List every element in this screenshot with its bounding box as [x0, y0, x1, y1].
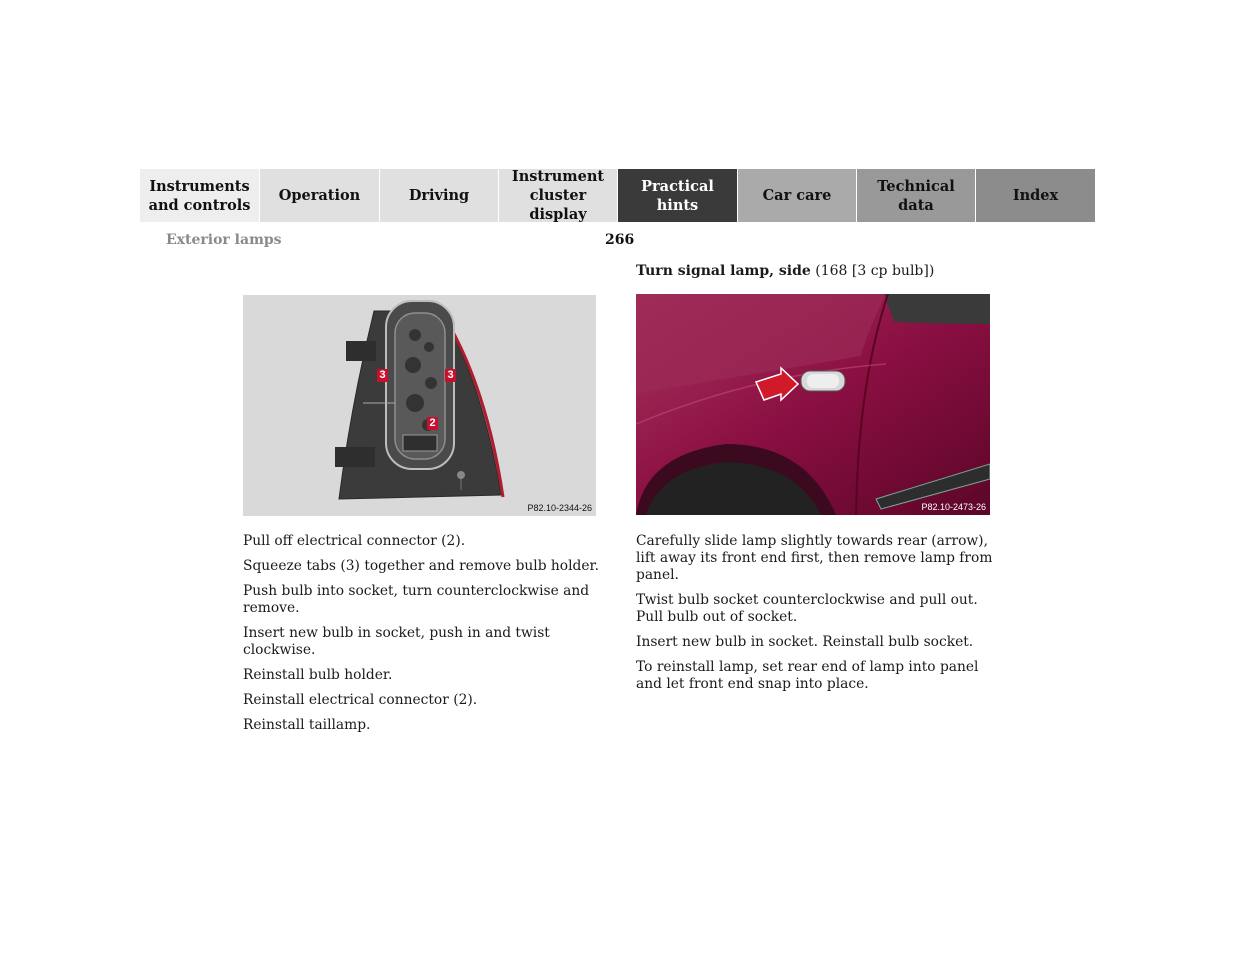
taillamp-drawing	[243, 295, 596, 516]
heading-detail: (168 [3 cp bulb])	[810, 263, 935, 279]
figure-code: P82.10-2473-26	[921, 502, 986, 512]
tab-operation[interactable]: Operation	[260, 169, 380, 222]
side-turn-signal-illustration	[636, 294, 990, 515]
heading-bold: Turn signal lamp, side	[636, 263, 811, 279]
taillamp-illustration	[243, 295, 596, 516]
tab-practical-hints[interactable]: Practical hints	[618, 169, 738, 222]
callout-connector: 2	[427, 417, 438, 430]
tab-car-care[interactable]: Car care	[738, 169, 857, 222]
step-7: Reinstall taillamp.	[243, 717, 371, 733]
figure-code: P82.10-2344-26	[527, 503, 592, 513]
turn-signal-heading	[636, 263, 934, 279]
step-2: Twist bulb socket counterclockwise and pull out. Pull bulb out of socket.	[636, 592, 978, 625]
tab-driving[interactable]: Driving	[380, 169, 499, 222]
callout-tab-left: 3	[377, 369, 388, 382]
turn-signal-steps	[636, 533, 996, 701]
tab-index[interactable]: Index	[976, 169, 1095, 222]
step-1: Pull off electrical connector (2).	[243, 533, 466, 549]
tab-instrument-cluster-display[interactable]: Instrument cluster display	[499, 169, 618, 222]
tab-instruments-and-controls[interactable]: Instruments and controls	[140, 169, 260, 222]
step-6: Reinstall electrical connector (2).	[243, 692, 478, 708]
step-5: Reinstall bulb holder.	[243, 667, 393, 683]
step-3: Insert new bulb in socket. Reinstall bulb socket.	[636, 634, 974, 650]
callout-tab-right: 3	[445, 369, 456, 382]
taillamp-steps	[243, 533, 603, 742]
step-4: To reinstall lamp, set rear end of lamp into panel and let front end snap into place.	[636, 659, 979, 692]
step-1: Carefully slide lamp slightly towards rear (arrow), lift away its front end first, then remove lamp from panel.	[636, 533, 993, 583]
step-3: Push bulb into socket, turn counterclockwise and remove.	[243, 583, 590, 616]
step-4: Insert new bulb in socket, push in and twist clockwise.	[243, 625, 550, 658]
car-side-drawing	[636, 294, 990, 515]
section-title: Exterior lamps	[166, 232, 282, 248]
step-2: Squeeze tabs (3) together and remove bulb holder.	[243, 558, 599, 574]
page-number: 266	[605, 232, 635, 248]
chapter-tabs	[140, 169, 1095, 222]
tab-technical-data[interactable]: Technical data	[857, 169, 976, 222]
